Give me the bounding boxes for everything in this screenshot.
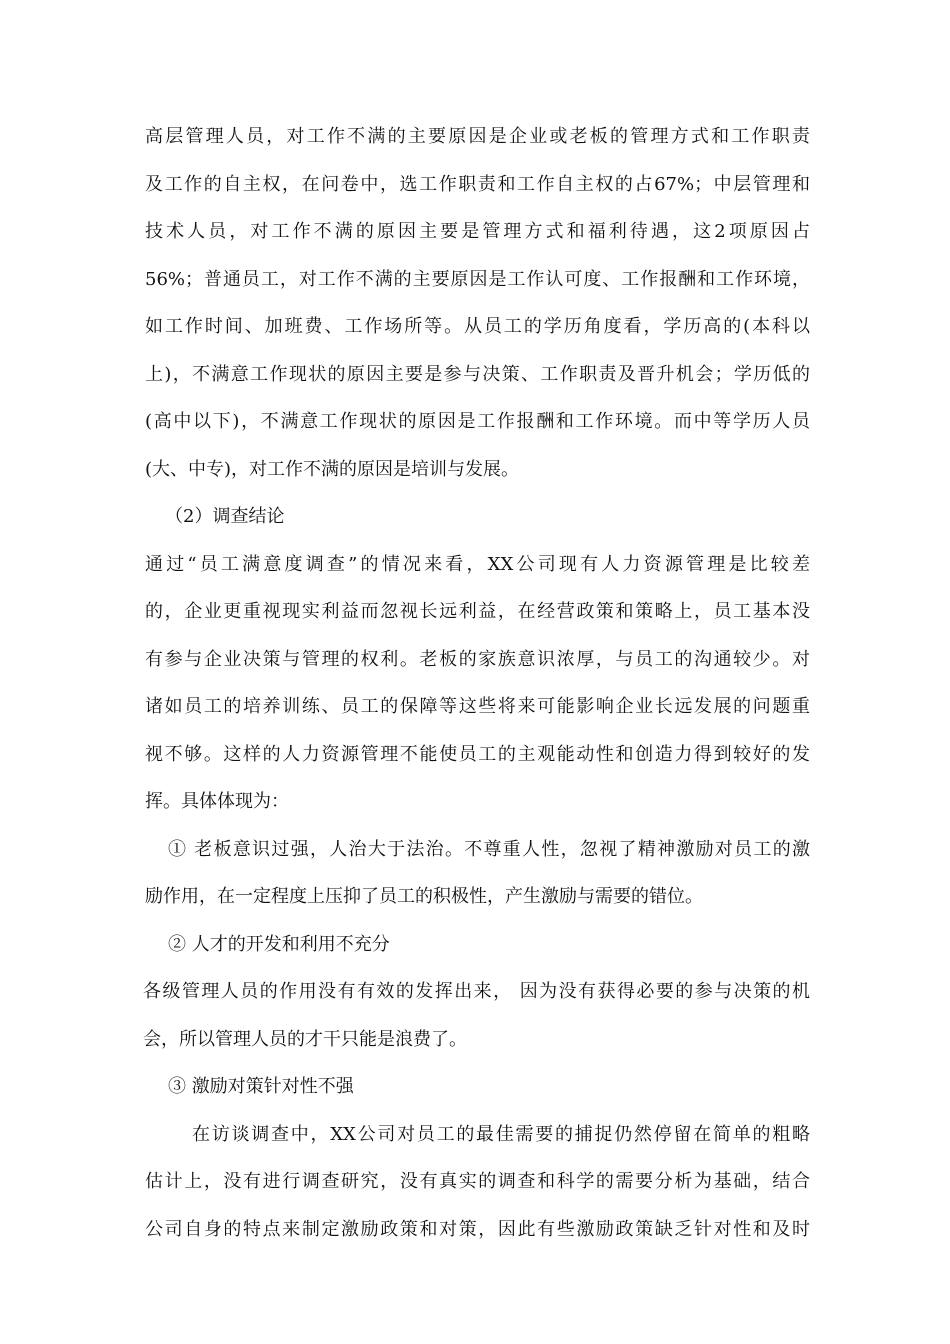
paragraph-line: 公司自身的特点来制定激励政策和对策，因此有些激励政策缺乏针对性和及时 <box>145 1219 810 1240</box>
paragraph-line: 有参与企业决策与管理的权利。老板的家族意识浓厚，与员工的沟通较少。对 <box>145 649 810 670</box>
paragraph-line: 视不够。这样的人力资源管理不能使员工的主观能动性和创造力得到较好的发 <box>145 744 810 765</box>
paragraph-line: 估计上，没有进行调查研究，没有真实的调查和科学的需要分析为基础，结合 <box>145 1171 810 1192</box>
list-item-2: ② 人才的开发和利用不充分 <box>168 934 390 955</box>
section-heading: （2）调查结论 <box>165 506 285 527</box>
paragraph-line: 如工作时间、加班费、工作场所等。从员工的学历角度看，学历高的(本科以 <box>145 316 810 337</box>
paragraph-line: 的，企业更重视现实利益而忽视长远利益，在经营政策和策略上，员工基本没 <box>145 601 810 622</box>
paragraph-line: 挥。具体体现为： <box>145 791 289 812</box>
list-item-3: ③ 激励对策针对性不强 <box>168 1076 354 1097</box>
list-item-1: ① 老板意识过强，人治大于法治。不尊重人性，忽视了精神激励对员工的激 <box>168 839 810 860</box>
paragraph-line: 会，所以管理人员的才干只能是浪费了。 <box>143 1029 467 1050</box>
paragraph-line: 各级管理人员的作用没有有效的发挥出来， 因为没有获得必要的参与决策的机 <box>143 981 810 1002</box>
paragraph-line: 通过“员工满意度调查”的情况来看，XX公司现有人力资源管理是比较差 <box>145 554 810 575</box>
paragraph-line: 励作用，在一定程度上压抑了员工的积极性，产生激励与需要的错位。 <box>145 886 703 907</box>
paragraph-line: 及工作的自主权，在问卷中，选工作职责和工作自主权的占67%；中层管理和 <box>145 174 810 195</box>
paragraph-line: 技术人员，对工作不满的原因主要是管理方式和福利待遇，这2项原因占 <box>145 221 810 242</box>
paragraph-line: (大、中专)，对工作不满的原因是培训与发展。 <box>145 459 520 480</box>
paragraph-line: 在访谈调查中，XX公司对员工的最佳需要的捕捉仍然停留在简单的粗略 <box>192 1124 810 1145</box>
paragraph-line: 高层管理人员，对工作不满的主要原因是企业或老板的管理方式和工作职责 <box>145 126 810 147</box>
paragraph-line: 上)，不满意工作现状的原因主要是参与决策、工作职责及晋升机会；学历低的 <box>145 364 810 385</box>
paragraph-line: 诸如员工的培养训练、员工的保障等这些将来可能影响企业长远发展的问题重 <box>145 696 810 717</box>
paragraph-line: (高中以下)，不满意工作现状的原因是工作报酬和工作环境。而中等学历人员 <box>145 411 810 432</box>
paragraph-line: 56%；普通员工，对工作不满的主要原因是工作认可度、工作报酬和工作环境， <box>145 269 810 290</box>
